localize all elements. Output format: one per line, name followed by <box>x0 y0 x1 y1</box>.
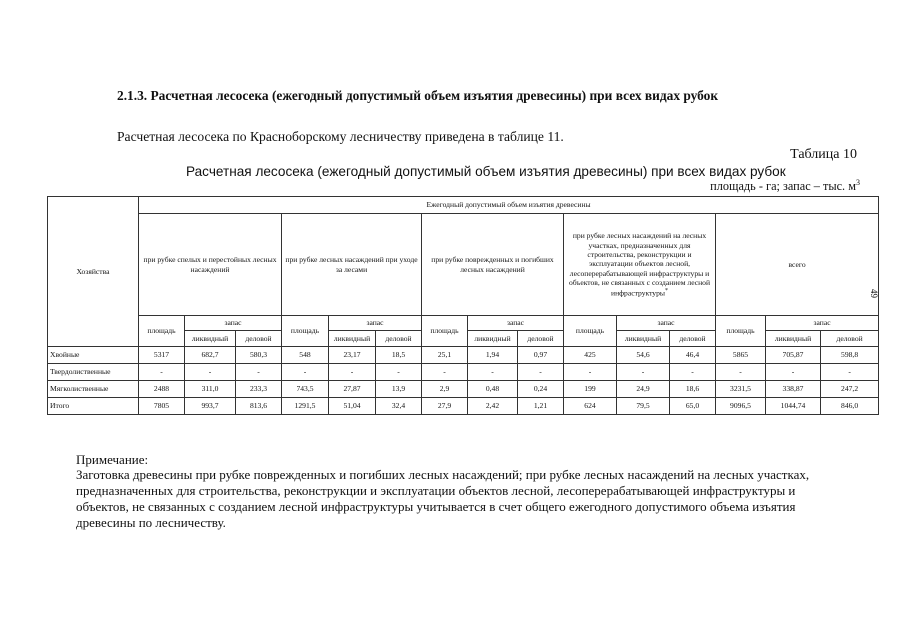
subheader-business: деловой <box>518 331 564 347</box>
row-label: Хвойные <box>48 347 139 364</box>
table-cell: 46,4 <box>670 347 716 364</box>
subheader-stock: запас <box>468 316 564 331</box>
table-number: Таблица 10 <box>790 147 857 162</box>
table-cell: 1,94 <box>468 347 518 364</box>
subheader-liquid: ликвидный <box>617 331 670 347</box>
table-cell: 32,4 <box>376 398 422 415</box>
table-cell: 24,9 <box>617 381 670 398</box>
subheader-liquid: ликвидный <box>185 331 236 347</box>
table-cell: 682,7 <box>185 347 236 364</box>
table-cell: 9096,5 <box>716 398 766 415</box>
units-note <box>710 178 860 194</box>
table-cell: - <box>766 364 821 381</box>
table-cell: - <box>518 364 564 381</box>
group-header <box>564 214 716 316</box>
table-cell: - <box>617 364 670 381</box>
table-cell: 199 <box>564 381 617 398</box>
table-cell: 598,8 <box>821 347 879 364</box>
units-superscript: 3 <box>856 178 860 187</box>
subheader-stock: запас <box>329 316 422 331</box>
subheader-area: площадь <box>422 316 468 347</box>
subheader-liquid: ликвидный <box>329 331 376 347</box>
table-cell: 18,5 <box>376 347 422 364</box>
group-header <box>422 214 564 316</box>
group-header <box>716 214 879 316</box>
group-header <box>139 214 282 316</box>
table-cell: 51,04 <box>329 398 376 415</box>
table-cell: 247,2 <box>821 381 879 398</box>
table-cell: 311,0 <box>185 381 236 398</box>
table-cell: - <box>282 364 329 381</box>
footnote-mark: * <box>665 287 668 294</box>
row-label: Мягколиственные <box>48 381 139 398</box>
page-number: 49 <box>869 289 879 298</box>
units-text: площадь - га; запас – тыс. м <box>710 179 856 194</box>
header-annual-cut: Ежегодный допустимый объем изъятия древесины <box>139 197 879 214</box>
subheader-business: деловой <box>376 331 422 347</box>
table-cell: 233,3 <box>236 381 282 398</box>
table-cell: - <box>821 364 879 381</box>
table-cell: 27,9 <box>422 398 468 415</box>
table-cell: - <box>329 364 376 381</box>
table-cell: - <box>670 364 716 381</box>
table-cell: 2488 <box>139 381 185 398</box>
group-label: при рубке лесных насаждений при уходе за лесами <box>285 255 418 274</box>
table-cell: 743,5 <box>282 381 329 398</box>
table-cell: 580,3 <box>236 347 282 364</box>
subheader-area: площадь <box>139 316 185 347</box>
subheader-stock: запас <box>617 316 716 331</box>
table-cell: 338,87 <box>766 381 821 398</box>
group-label: при рубке поврежденных и погибших лесных насаждений <box>431 255 554 274</box>
subheader-area: площадь <box>564 316 617 347</box>
group-label: при рубке спелых и перестойных лесных насаждений <box>143 255 277 274</box>
header-farm: Хозяйства <box>48 197 139 347</box>
table-cell: - <box>468 364 518 381</box>
table-cell: 0,97 <box>518 347 564 364</box>
table-cell: 23,17 <box>329 347 376 364</box>
table-cell: 65,0 <box>670 398 716 415</box>
note-text: Заготовка древесины при рубке поврежденных и погибших лесных насаждений; при рубке лесных насаждений на лесных участках, предназначенных для строительства, реконструкции и эксплуатации объектов лесной, лесоперерабатывающей инфраструктуры и объектов, не связанных с созданием лесной инфраструктуры учитывается в счет общего ежегодного допустимого объема изъятия древесины по лесничеству. <box>76 467 810 530</box>
table-cell: - <box>564 364 617 381</box>
table-cell: 7805 <box>139 398 185 415</box>
table-cell: 1044,74 <box>766 398 821 415</box>
table-cell: 2,9 <box>422 381 468 398</box>
table-cell: 54,6 <box>617 347 670 364</box>
table-cell: - <box>139 364 185 381</box>
table-row <box>48 347 879 364</box>
group-label: при рубке лесных насаждений на лесных участках, предназначенных для строительства, реконструкции и эксплуатации объектов лесной, лесоперерабатывающей инфраструктуры и объектов, не связанных с созданием лесной инфраструктуры <box>568 231 711 298</box>
intro-paragraph: Расчетная лесосека по Красноборскому лесничеству приведена в таблице 11. <box>117 129 564 144</box>
table-cell: - <box>185 364 236 381</box>
table-cell: 1291,5 <box>282 398 329 415</box>
table-cell: - <box>422 364 468 381</box>
table-cell: 3231,5 <box>716 381 766 398</box>
table-cell: 1,21 <box>518 398 564 415</box>
subheader-liquid: ликвидный <box>468 331 518 347</box>
group-label: всего <box>788 259 806 269</box>
allowable-cut-table <box>47 196 879 415</box>
table-cell: - <box>236 364 282 381</box>
table-cell: 2,42 <box>468 398 518 415</box>
group-header <box>282 214 422 316</box>
table-cell: 5317 <box>139 347 185 364</box>
table-cell: 846,0 <box>821 398 879 415</box>
subheader-stock: запас <box>766 316 879 331</box>
table-cell: 548 <box>282 347 329 364</box>
subheader-area: площадь <box>716 316 766 347</box>
subheader-business: деловой <box>236 331 282 347</box>
table-cell: - <box>716 364 766 381</box>
table-row <box>48 398 879 415</box>
table-cell: - <box>376 364 422 381</box>
table-cell: 0,24 <box>518 381 564 398</box>
table-cell: 993,7 <box>185 398 236 415</box>
table-cell: 813,6 <box>236 398 282 415</box>
table-cell: 18,6 <box>670 381 716 398</box>
table-cell: 0,48 <box>468 381 518 398</box>
table-row <box>48 381 879 398</box>
table-row <box>48 364 879 381</box>
table-cell: 27,87 <box>329 381 376 398</box>
note-title: Примечание: <box>76 452 149 467</box>
table-cell: 624 <box>564 398 617 415</box>
table-caption: Расчетная лесосека (ежегодный допустимый объем изъятия древесины) при всех видах рубок <box>186 164 786 179</box>
subheader-business: деловой <box>821 331 879 347</box>
table-cell: 5865 <box>716 347 766 364</box>
table-cell: 13,9 <box>376 381 422 398</box>
subheader-liquid: ликвидный <box>766 331 821 347</box>
table-cell: 25,1 <box>422 347 468 364</box>
subheader-area: площадь <box>282 316 329 347</box>
table-cell: 425 <box>564 347 617 364</box>
table-cell: 79,5 <box>617 398 670 415</box>
section-heading: 2.1.3. Расчетная лесосека (ежегодный допустимый объем изъятия древесины) при всех видах рубок <box>117 88 719 103</box>
row-label: Итого <box>48 398 139 415</box>
table-cell: 705,87 <box>766 347 821 364</box>
subheader-stock: запас <box>185 316 282 331</box>
row-label: Твердолиственные <box>48 364 139 381</box>
subheader-business: деловой <box>670 331 716 347</box>
